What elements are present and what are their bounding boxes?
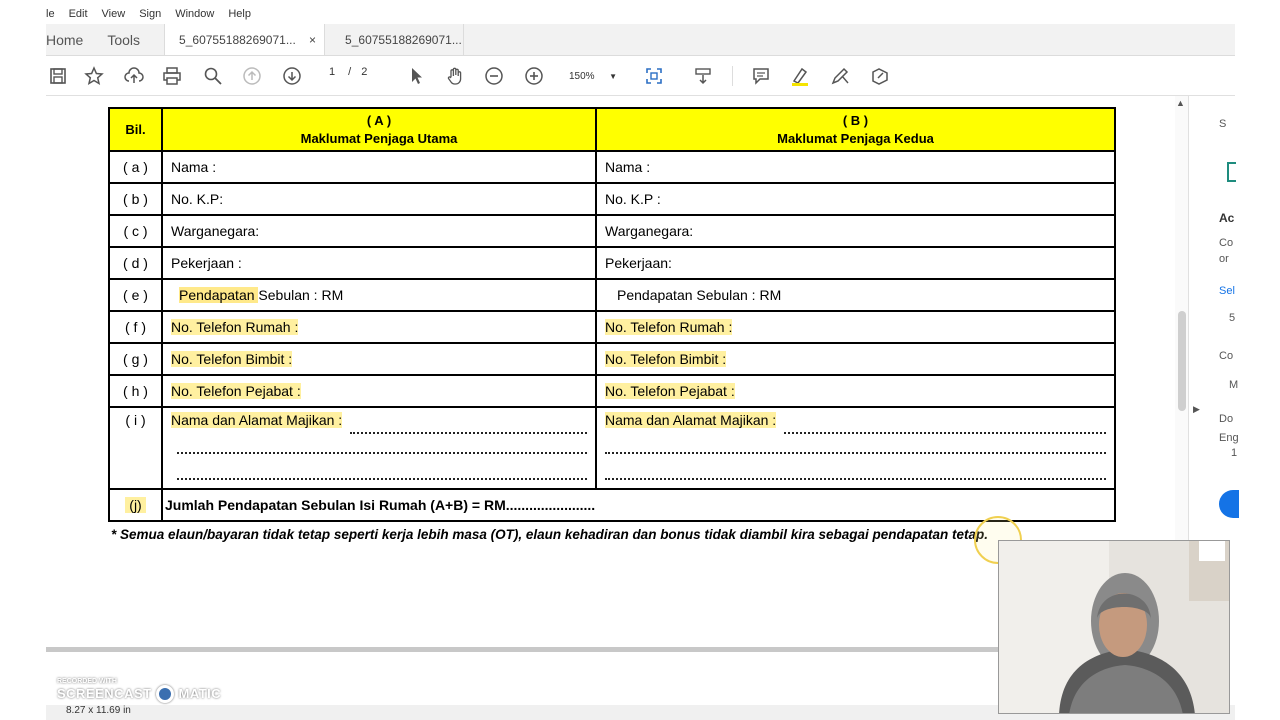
page-indicator bbox=[326, 66, 367, 78]
row-bil: ( a ) bbox=[109, 151, 162, 183]
row-bil: ( f ) bbox=[109, 311, 162, 343]
panel-text: 1 bbox=[1231, 447, 1238, 459]
page-total: 2 bbox=[361, 66, 368, 78]
toolbar-divider bbox=[732, 66, 733, 86]
toolbar bbox=[46, 56, 1235, 96]
row-bil: ( c ) bbox=[109, 215, 162, 247]
panel-text: Co bbox=[1219, 237, 1234, 249]
menu-window[interactable]: Window bbox=[175, 8, 215, 20]
comment-icon[interactable] bbox=[749, 64, 773, 88]
field-mobile-phone-b[interactable] bbox=[596, 343, 1115, 375]
field-home-phone-b-label: No. Telefon Rumah : bbox=[605, 319, 733, 335]
field-ic-a[interactable]: No. K.P: bbox=[162, 183, 596, 215]
tab-document-1-label: 5_60755188269071... bbox=[179, 32, 296, 47]
field-name-b[interactable]: Nama : bbox=[596, 151, 1115, 183]
table-row bbox=[109, 247, 1115, 279]
expand-panel-icon[interactable]: ▶ bbox=[1193, 404, 1200, 414]
field-income-b[interactable]: Pendapatan Sebulan : RM bbox=[596, 279, 1115, 311]
guardian-info-table bbox=[108, 107, 1116, 522]
field-office-phone-a[interactable] bbox=[162, 375, 596, 407]
panel-convert-button[interactable] bbox=[1219, 490, 1239, 518]
header-a-code: ( A ) bbox=[366, 112, 392, 128]
table-row bbox=[109, 151, 1115, 183]
field-employer-b-label: Nama dan Alamat Majikan : bbox=[605, 412, 777, 428]
panel-tool-icon[interactable] bbox=[1227, 162, 1236, 182]
scrollbar-thumb[interactable] bbox=[1178, 311, 1186, 411]
footnote: * Semua elaun/bayaran tidak tetap seperti kerja lebih masa (OT), elaun kehadiran dan bonus tidak diambil kira sebagai pendapatan tetap. bbox=[111, 527, 989, 542]
menu-view[interactable]: View bbox=[101, 8, 126, 20]
menu-sign[interactable]: Sign bbox=[139, 8, 162, 20]
cloud-upload-icon[interactable] bbox=[122, 64, 146, 88]
header-bil: Bil. bbox=[109, 108, 162, 151]
menu-help[interactable]: Help bbox=[228, 8, 251, 20]
dotted-line bbox=[784, 432, 1106, 434]
fit-page-icon[interactable] bbox=[642, 64, 666, 88]
menu-edit[interactable]: Edit bbox=[68, 8, 88, 20]
left-margin bbox=[0, 0, 46, 720]
tab-home[interactable]: Home bbox=[46, 31, 84, 48]
field-home-phone-b[interactable] bbox=[596, 311, 1115, 343]
table-row bbox=[109, 407, 1115, 489]
panel-file-field[interactable]: 5 bbox=[1229, 312, 1236, 324]
zoom-out-icon[interactable] bbox=[482, 64, 506, 88]
horizontal-scrollbar[interactable] bbox=[46, 647, 998, 652]
header-b-code: ( B ) bbox=[842, 112, 869, 128]
row-bil bbox=[109, 489, 162, 521]
panel-text: Co bbox=[1219, 350, 1234, 362]
close-icon[interactable]: × bbox=[309, 32, 317, 47]
dotted-line bbox=[177, 452, 587, 454]
tab-document-1[interactable] bbox=[164, 24, 324, 55]
panel-heading: Ac bbox=[1219, 211, 1235, 225]
select-cursor-icon[interactable] bbox=[404, 64, 428, 88]
field-home-phone-a[interactable] bbox=[162, 311, 596, 343]
field-citizenship-b[interactable]: Warganegara: bbox=[596, 215, 1115, 247]
webcam-overlay bbox=[998, 540, 1230, 714]
field-mobile-phone-a-label: No. Telefon Bimbit : bbox=[171, 351, 293, 367]
page-current-input[interactable]: 1 bbox=[329, 66, 336, 78]
field-income-a[interactable] bbox=[162, 279, 596, 311]
star-icon[interactable] bbox=[82, 64, 106, 88]
field-occupation-a[interactable]: Pekerjaan : bbox=[162, 247, 596, 279]
tab-document-2-label: 5_60755188269071... bbox=[345, 32, 462, 47]
panel-select-link[interactable]: Sel bbox=[1219, 285, 1235, 297]
field-office-phone-b[interactable] bbox=[596, 375, 1115, 407]
total-income-text[interactable]: Jumlah Pendapatan Sebulan Isi Rumah (A+B) = RM....................... bbox=[162, 489, 1115, 521]
zoom-level-select[interactable] bbox=[561, 65, 617, 87]
row-bil: ( h ) bbox=[109, 375, 162, 407]
header-column-b bbox=[596, 108, 1115, 151]
field-citizenship-a[interactable]: Warganegara: bbox=[162, 215, 596, 247]
fill-sign-icon[interactable] bbox=[868, 64, 892, 88]
screencast-watermark bbox=[57, 678, 221, 703]
chevron-down-icon: ▼ bbox=[609, 71, 617, 81]
field-employer-a-label: Nama dan Alamat Majikan : bbox=[171, 412, 343, 428]
field-ic-b[interactable]: No. K.P : bbox=[596, 183, 1115, 215]
row-bil: ( i ) bbox=[109, 407, 162, 489]
total-income-row bbox=[109, 489, 1115, 521]
field-employer-b[interactable] bbox=[596, 407, 1115, 489]
header-b-title: Maklumat Penjaga Kedua bbox=[777, 130, 934, 146]
zoom-search-icon[interactable] bbox=[201, 64, 225, 88]
page-separator: / bbox=[348, 66, 352, 78]
table-row bbox=[109, 375, 1115, 407]
table-row bbox=[109, 343, 1115, 375]
page-size-label: 8.27 x 11.69 in bbox=[66, 705, 131, 716]
menu-file[interactable]: le bbox=[46, 8, 55, 20]
header-column-a bbox=[162, 108, 596, 151]
save-icon[interactable] bbox=[46, 64, 70, 88]
next-page-icon[interactable] bbox=[280, 64, 304, 88]
zoom-in-icon[interactable] bbox=[522, 64, 546, 88]
dotted-line bbox=[350, 432, 587, 434]
field-home-phone-a-label: No. Telefon Rumah : bbox=[171, 319, 299, 335]
row-bil: ( e ) bbox=[109, 279, 162, 311]
panel-text: Eng bbox=[1219, 432, 1239, 444]
scroll-mode-icon[interactable] bbox=[691, 64, 715, 88]
scroll-up-icon[interactable]: ▲ bbox=[1176, 98, 1185, 108]
print-icon[interactable] bbox=[160, 64, 184, 88]
hand-tool-icon[interactable] bbox=[443, 64, 467, 88]
dotted-line bbox=[177, 478, 587, 480]
total-bil-label: (j) bbox=[125, 497, 145, 513]
field-mobile-phone-a[interactable] bbox=[162, 343, 596, 375]
panel-text: Do bbox=[1219, 413, 1234, 425]
previous-page-icon[interactable] bbox=[240, 64, 264, 88]
field-office-phone-a-label: No. Telefon Pejabat : bbox=[171, 383, 301, 399]
draw-pen-icon[interactable] bbox=[828, 64, 852, 88]
header-a-title: Maklumat Penjaga Utama bbox=[300, 130, 458, 146]
field-income-a-label: Sebulan : RM bbox=[258, 287, 344, 303]
table-row bbox=[109, 215, 1115, 247]
dotted-line bbox=[605, 478, 1106, 480]
highlighter-icon[interactable] bbox=[788, 64, 812, 88]
watermark-brand-text-2: MATIC bbox=[178, 686, 222, 702]
panel-search-input[interactable]: S bbox=[1219, 118, 1227, 130]
menu-bar bbox=[46, 4, 251, 24]
table-row bbox=[109, 311, 1115, 343]
tab-bar bbox=[46, 24, 1235, 56]
row-bil: ( g ) bbox=[109, 343, 162, 375]
presenter-video-image bbox=[999, 541, 1230, 714]
zoom-level-value: 150% bbox=[569, 70, 595, 82]
field-occupation-b[interactable]: Pekerjaan: bbox=[596, 247, 1115, 279]
tab-document-2[interactable] bbox=[324, 24, 464, 55]
field-office-phone-b-label: No. Telefon Pejabat : bbox=[605, 383, 735, 399]
watermark-logo-icon bbox=[156, 685, 174, 703]
field-name-a[interactable]: Nama : bbox=[162, 151, 596, 183]
right-margin bbox=[1235, 0, 1280, 720]
field-mobile-phone-b-label: No. Telefon Bimbit : bbox=[605, 351, 727, 367]
dotted-line bbox=[605, 452, 1106, 454]
tab-tools[interactable]: Tools bbox=[107, 31, 141, 48]
table-row bbox=[109, 183, 1115, 215]
row-bil: ( d ) bbox=[109, 247, 162, 279]
table-row bbox=[109, 279, 1115, 311]
watermark-brand-text: SCREENCAST bbox=[57, 686, 152, 702]
highlighted-text: Pendapatan bbox=[179, 287, 259, 303]
table-header-row bbox=[109, 108, 1115, 151]
panel-dropdown[interactable]: M bbox=[1229, 379, 1239, 391]
panel-text: or bbox=[1219, 253, 1229, 265]
row-bil: ( b ) bbox=[109, 183, 162, 215]
watermark-recorded-text: RECORDED WITH bbox=[57, 678, 117, 685]
field-employer-a[interactable] bbox=[162, 407, 596, 489]
